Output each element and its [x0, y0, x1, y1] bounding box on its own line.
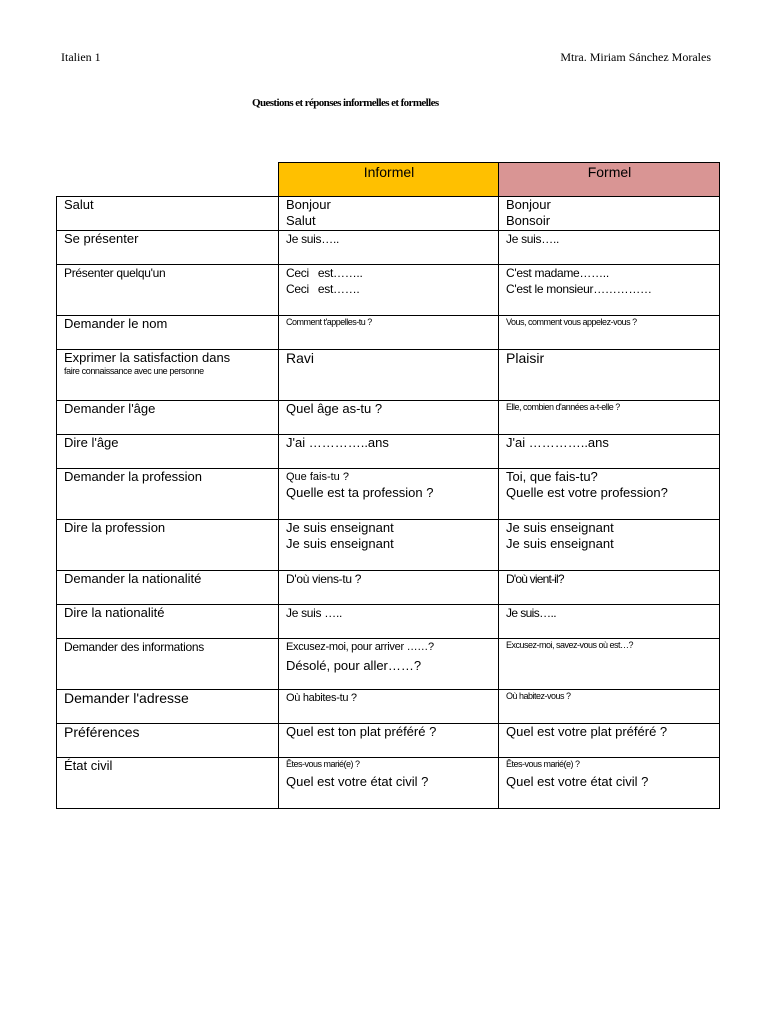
table-row — [57, 571, 720, 605]
header-formal: Formel — [499, 163, 720, 197]
formal-cell: C'est madame…….. C'est le monsieur…………… — [499, 265, 720, 316]
header-course: Italien 1 — [61, 50, 101, 64]
row-label: Demander la nationalité — [57, 571, 279, 605]
informal-cell: Excusez-moi, pour arriver ……? Désolé, pour aller……? — [279, 639, 499, 690]
table-row — [57, 605, 720, 639]
table-header-row — [57, 163, 720, 197]
row-label: Demander le nom — [57, 316, 279, 350]
formal-cell: Toi, que fais-tu? Quelle est votre profession? — [499, 469, 720, 520]
table-row — [57, 231, 720, 265]
row-label: Préférences — [57, 724, 279, 758]
informal-cell: D'où viens-tu ? — [279, 571, 499, 605]
formal-cell: Elle, combien d'années a-t-elle ? — [499, 401, 720, 435]
informal-cell: Je suis enseignant Je suis enseignant — [279, 520, 499, 571]
table-row — [57, 265, 720, 316]
row-label: Salut — [57, 197, 279, 231]
formal-cell: Je suis….. — [499, 605, 720, 639]
phrases-table — [56, 162, 720, 809]
informal-cell: Bonjour Salut — [279, 197, 499, 231]
informal-cell: Je suis ….. — [279, 605, 499, 639]
informal-cell: Ravi — [279, 350, 499, 401]
table-row — [57, 690, 720, 724]
row-label: Se présenter — [57, 231, 279, 265]
table-row — [57, 520, 720, 571]
formal-cell: Où habitez-vous ? — [499, 690, 720, 724]
informal-cell: J'ai …………..ans — [279, 435, 499, 469]
informal-cell: Où habites-tu ? — [279, 690, 499, 724]
row-label: Demander la profession — [57, 469, 279, 520]
formal-cell: Êtes-vous marié(e) ? Quel est votre état civil ? — [499, 758, 720, 809]
formal-cell: Vous, comment vous appelez-vous ? — [499, 316, 720, 350]
informal-cell: Quel âge as-tu ? — [279, 401, 499, 435]
row-label: Demander l'âge — [57, 401, 279, 435]
informal-cell: Je suis….. — [279, 231, 499, 265]
row-label: Dire la nationalité — [57, 605, 279, 639]
table-row — [57, 316, 720, 350]
table-row — [57, 435, 720, 469]
table-row — [57, 724, 720, 758]
formal-cell: Plaisir — [499, 350, 720, 401]
row-label: Exprimer la satisfaction dans faire connaissance avec une personne — [57, 350, 279, 401]
table-row — [57, 758, 720, 809]
row-label-note: faire connaissance avec une personne — [64, 366, 204, 376]
table-row — [57, 401, 720, 435]
formal-cell: Quel est votre plat préféré ? — [499, 724, 720, 758]
formal-cell: Excusez-moi, savez-vous où est…? — [499, 639, 720, 690]
table-row — [57, 639, 720, 690]
formal-cell: Bonjour Bonsoir — [499, 197, 720, 231]
header-informal: Informel — [279, 163, 499, 197]
row-label: Dire l'âge — [57, 435, 279, 469]
header-teacher: Mtra. Miriam Sánchez Morales — [560, 50, 711, 64]
row-label: Présenter quelqu'un — [57, 265, 279, 316]
informal-cell: Êtes-vous marié(e) ? Quel est votre état civil ? — [279, 758, 499, 809]
table-row — [57, 469, 720, 520]
formal-cell: Je suis enseignant Je suis enseignant — [499, 520, 720, 571]
header-blank-cell — [57, 163, 279, 197]
formal-cell: Je suis….. — [499, 231, 720, 265]
informal-cell: Ceci est…….. Ceci est……. — [279, 265, 499, 316]
row-label: Demander des informations — [57, 639, 279, 690]
formal-cell: D'où vient-il? — [499, 571, 720, 605]
row-label: Dire la profession — [57, 520, 279, 571]
informal-cell: Comment t'appelles-tu ? — [279, 316, 499, 350]
informal-cell: Que fais-tu ? Quelle est ta profession ? — [279, 469, 499, 520]
row-label: État civil — [57, 758, 279, 809]
document-title: Questions et réponses informelles et formelles — [252, 97, 439, 109]
informal-cell: Quel est ton plat préféré ? — [279, 724, 499, 758]
row-label: Demander l'adresse — [57, 690, 279, 724]
formal-cell: J'ai …………..ans — [499, 435, 720, 469]
table-row — [57, 350, 720, 401]
table-row — [57, 197, 720, 231]
